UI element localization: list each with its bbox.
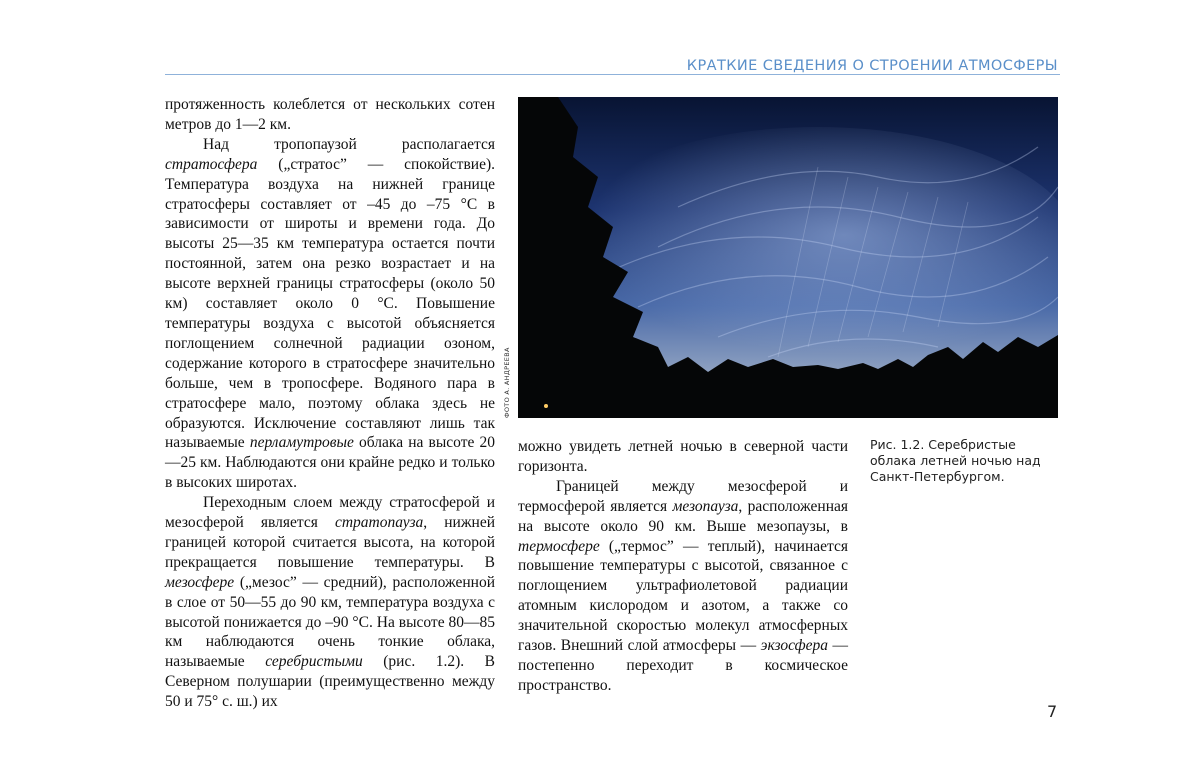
term: стратосфера <box>165 155 258 173</box>
term: мезопауза <box>672 497 739 515</box>
middle-text-column <box>518 437 848 696</box>
paragraph: Над тропопаузой располагается стратосфера („стратос” — спокойствие). Температура воздуха на нижней границе стратосферы составляет от –45 до –75 °С в зависимости от широты и времени года. До высоты 25—35 км температура остается почти постоянной, затем она резко возрастает и на высоте верхней границы стратосферы (около 50 км) составляет около 0 °С. Повышение температуры воздуха с высотой объясняется поглощением солнечной радиации озоном, содержание которого в стратосфере значительно больше, чем в тропосфере. Водяного пара в стратосфере мало, поэтому облака здесь не образуются. Исключение составляют лишь так называемые перламутровые облака на высоте 20—25 км. Наблюдаются они крайне редко и только в высоких широтах. <box>165 135 496 492</box>
header-divider <box>165 74 1060 75</box>
paragraph: Переходным слоем между стратосферой и мезосферой является стратопауза, нижней границей которой считается высота, на которой прекращается повышение температуры. В мезосфере („мезос” — средний), расположенной в слое от 50—55 до 90 км, температура воздуха с высотой понижается до –90 °С. На высоте 80—85 км наблюдаются очень тонкие облака, называемые серебристыми (рис. 1.2). В Северном полушарии (преимущественно между 50 и 75° с. ш.) их <box>165 494 496 711</box>
photo-illustration <box>518 97 1058 418</box>
term: стратопауза <box>334 514 424 532</box>
term: серебристыми <box>265 653 363 671</box>
term: термосфере <box>518 537 600 555</box>
left-text-column <box>165 95 495 712</box>
noctilucent-clouds-photo <box>518 97 1058 418</box>
term: экзосфера <box>760 637 828 655</box>
term: перламутровые <box>249 434 354 452</box>
paragraph: можно увидеть летней ночью в северной части горизонта. <box>518 438 848 475</box>
photo-credit: ФОТО А. АНДРЕЕВА <box>503 347 511 418</box>
running-header: КРАТКИЕ СВЕДЕНИЯ О СТРОЕНИИ АТМОСФЕРЫ <box>686 58 1058 74</box>
term: мезосфере <box>165 573 235 591</box>
paragraph: протяженность колеблется от нескольких сотен метров до 1—2 км. <box>165 96 495 133</box>
page-number: 7 <box>1047 702 1058 721</box>
figure-caption: Рис. 1.2. Серебристые облака летней ночью над Санкт-Петербургом. <box>870 437 1041 484</box>
paragraph: Границей между мезосферой и термосферой является мезопауза, расположенная на высоте около 90 км. Выше мезопаузы, в термосфере („термос” — теплый), начинается повышение температуры с высотой, связанное с поглощением ультрафиолетовой радиации атомным кислородом и азотом, а также со значительной скоростью молекул атмосферных газов. Внешний слой атмосферы — экзосфера — постепенно переходит в космическое пространство. <box>518 477 848 694</box>
